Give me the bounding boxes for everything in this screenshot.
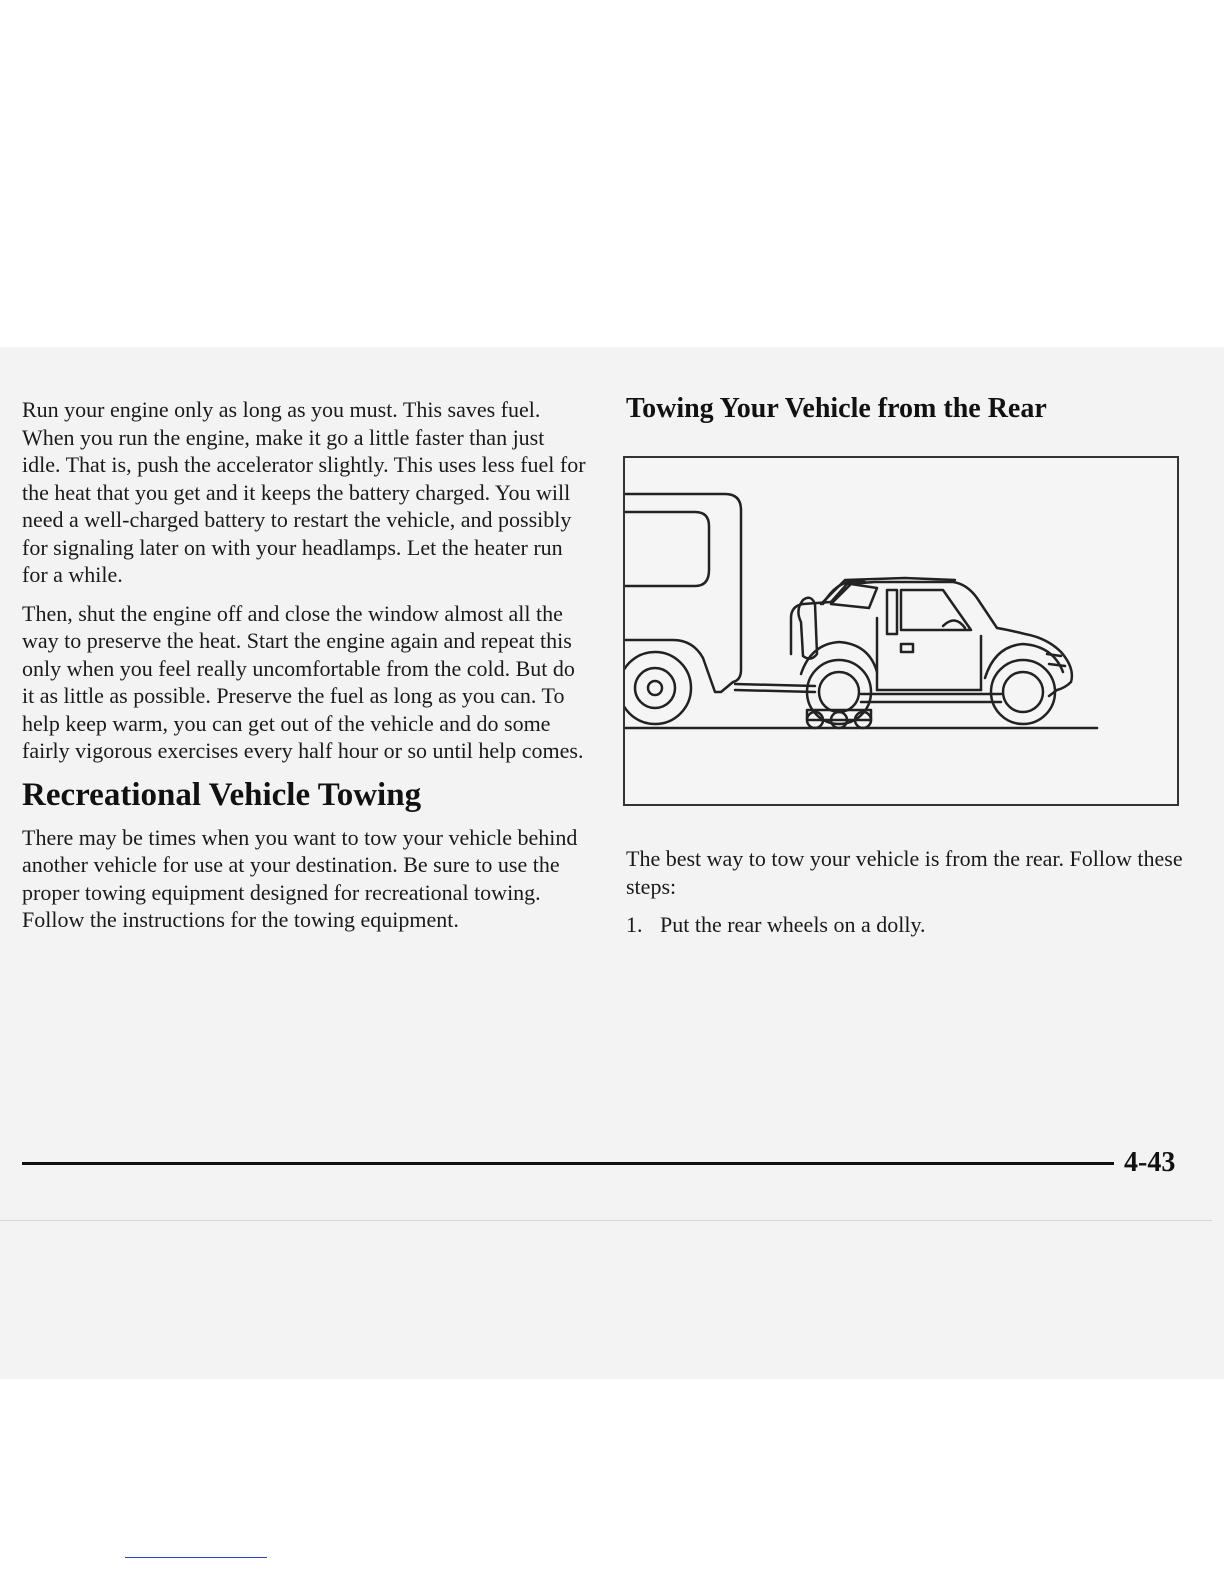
section-heading: Recreational Vehicle Towing: [22, 776, 422, 813]
link-underline: [125, 1557, 267, 1558]
body-paragraph: The best way to tow your vehicle is from the rear. Follow these steps:: [626, 846, 1183, 899]
left-column: [22, 396, 587, 945]
footer-divider: [22, 1162, 1114, 1165]
towing-illustration: [623, 456, 1179, 806]
right-column-body: [626, 845, 1186, 939]
subsection-heading: Towing Your Vehicle from the Rear: [626, 393, 1047, 424]
page-number: 4-43: [1124, 1147, 1176, 1178]
page-edge-divider: [0, 1220, 1212, 1221]
body-paragraph: Then, shut the engine off and close the window almost all the way to preserve the heat. Start the engine again and repeat this only when you feel really uncomfortable from the cold. But do it as little as possible. Preserve the fuel as long as you can. To help keep warm, you can get out of the vehicle and do some fairly vigorous exercises every half hour or so until help comes.: [22, 600, 584, 763]
right-column-heading-area: [626, 392, 1186, 426]
body-paragraph: Run your engine only as long as you must. This saves fuel. When you run the engine, make it go a little faster than just idle. That is, push the accelerator slightly. This uses less fuel for the heat that you get and it keeps the battery charged. You will need a well-charged battery to restart the vehicle, and possibly for signaling later on with your headlamps. Let the heater run for a while.: [22, 397, 586, 587]
list-item: [626, 911, 1186, 939]
step-number: 1.: [626, 912, 643, 937]
step-text: Put the rear wheels on a dolly.: [660, 912, 926, 937]
body-paragraph: There may be times when you want to tow your vehicle behind another vehicle for use at your destination. Be sure to use the proper towing equipment designed for recreational towing. Follow the instructions for the towing equipment.: [22, 824, 578, 932]
vehicle-towed-on-rear-dolly-icon: [625, 458, 1177, 804]
